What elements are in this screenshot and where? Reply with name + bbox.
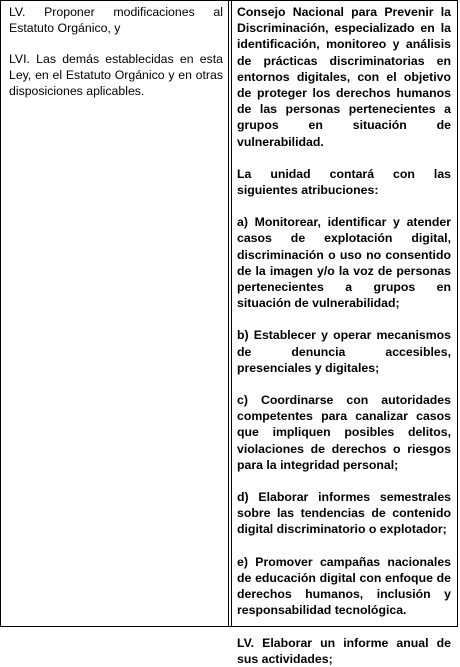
left-column-cell <box>1 1 229 626</box>
left-paragraph-lvi: LVI. Las demás establecidas en esta Ley, en el Estatuto Orgánico y en otras disposiciones aplicables. <box>9 52 223 98</box>
right-paragraph-attributions-heading: La unidad contará con las siguientes atribuciones: <box>237 166 451 198</box>
right-paragraph-lv: LV. Elaborar un informe anual de sus actividades; <box>237 635 451 666</box>
right-paragraph-item-b: b) Establecer y operar mecanismos de denuncia accesibles, presenciales y digitales; <box>237 328 451 375</box>
right-column-cell <box>229 1 457 666</box>
left-paragraph-lv: LV. Proponer modificaciones al Estatuto Orgánico, y <box>9 5 223 35</box>
right-paragraph-item-a: a) Monitorear, identificar y atender casos de explotación digital, discriminación o uso no consentido de la imagen y/o la voz de personas pertenecientes a grupos en situación de vulnerabilidad; <box>237 215 451 311</box>
right-paragraph-item-d: d) Elaborar informes semestrales sobre las tendencias de contenido digital discriminatorio o explotador; <box>237 490 451 537</box>
right-paragraph-intro: Consejo Nacional para Prevenir la Discriminación, especializado en la identificación, monitoreo y análisis de prácticas discriminatorias en entornos digitales, con el objetivo de proteger los derechos humanos de las personas pertenecientes a grupos en situación de vulnerabilidad. <box>237 5 451 149</box>
right-paragraph-item-c: c) Coordinarse con autoridades competentes para canalizar casos que impliquen posibles delitos, violaciones de derechos o riesgos para la integridad personal; <box>237 393 451 472</box>
right-paragraph-item-e: e) Promover campañas nacionales de educación digital con enfoque de derechos humanos, inclusión y responsabilidad tecnológica. <box>237 554 451 618</box>
